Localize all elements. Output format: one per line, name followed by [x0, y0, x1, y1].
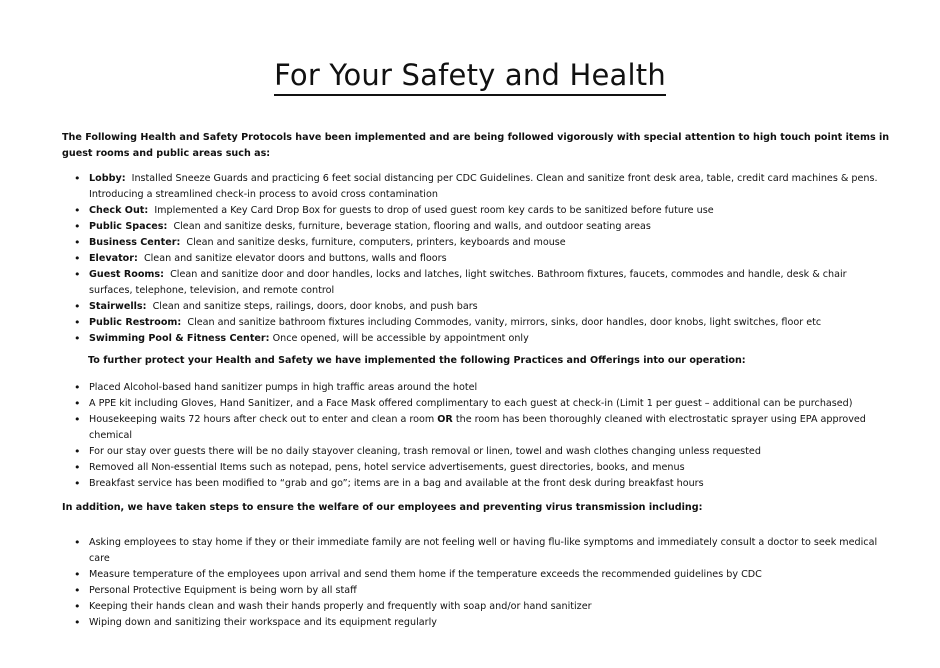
item-text: For our stay over guests there will be no daily stayover cleaning, trash removal or linen, towel and wash clothes changing unless requested	[89, 446, 761, 457]
list-item: • Personal Protective Equipment is being worn by all staff	[74, 583, 884, 599]
list-item-public-spaces	[74, 219, 884, 235]
item-text: the room has been thoroughly cleaned with electrostatic sprayer using EPA approved chemical	[89, 414, 866, 441]
item-text: A PPE kit including Gloves, Hand Sanitizer, and a Face Mask offered complimentary to each guest at check-in (Limit 1 per guest – additional can be purchased)	[89, 398, 853, 409]
item-text: Implemented a Key Card Drop Box for guests to drop of used guest room key cards to be sanitized before future use	[154, 205, 714, 216]
list-item: • Wiping down and sanitizing their workspace and its equipment regularly	[74, 615, 884, 631]
item-text: Clean and sanitize desks, furniture, computers, printers, keyboards and mouse	[186, 237, 566, 248]
item-label: Elevator:	[89, 253, 138, 264]
list-item-lobby	[74, 171, 884, 203]
item-text: Placed Alcohol-based hand sanitizer pumps in high traffic areas around the hotel	[89, 382, 478, 393]
employees-list	[74, 535, 884, 631]
item-label: Business Center:	[89, 237, 181, 248]
item-text: Removed all Non-essential Items such as notepad, pens, hotel service advertisements, guest directories, books, and menus	[89, 462, 685, 473]
page-title	[0, 58, 940, 92]
item-label: Public Spaces:	[89, 221, 168, 232]
item-text: Clean and sanitize elevator doors and buttons, walls and floors	[143, 253, 447, 264]
employees-heading: In addition, we have taken steps to ensure the welfare of our employees and preventing virus transmission including:	[62, 502, 703, 513]
item-text: Clean and sanitize steps, railings, doors, door knobs, and push bars	[152, 301, 478, 312]
item-label: Check Out:	[89, 205, 149, 216]
item-label: Lobby:	[89, 173, 126, 184]
practices-heading: To further protect your Health and Safety we have implemented the following Practices and Offerings into our operation:	[88, 355, 746, 366]
item-text: Clean and sanitize bathroom fixtures including Commodes, vanity, mirrors, sinks, door handles, door knobs, light switches, floor etc	[187, 317, 822, 328]
item-text: Clean and sanitize door and door handles, locks and latches, light switches. Bathroom fixtures, faucets, commodes and handle, desk & chair surfaces, telephone, television, and remote control	[89, 269, 847, 296]
item-label: Guest Rooms:	[89, 269, 164, 280]
item-emphasis: OR	[437, 414, 453, 425]
item-text: Breakfast service has been modified to “grab and go”; items are in a bag and available at the front desk during breakfast hours	[89, 478, 704, 489]
item-text: Housekeeping waits 72 hours after check out to enter and clean a room	[89, 414, 438, 425]
item-label: Swimming Pool & Fitness Center:	[89, 333, 270, 344]
list-item	[74, 444, 884, 460]
list-item: • Asking employees to stay home if they or their immediate family are not feeling well or having flu-like symptoms and immediately consult a doctor to seek medical care	[74, 535, 884, 567]
item-text: Once opened, will be accessible by appointment only	[272, 333, 529, 344]
list-item	[74, 396, 884, 412]
areas-list	[74, 171, 884, 347]
list-item-elevator	[74, 251, 884, 267]
list-item-check-out	[74, 203, 884, 219]
list-item-public-restroom	[74, 315, 884, 331]
item-text: Installed Sneeze Guards and practicing 6 feet social distancing per CDC Guidelines. Clean and sanitize front desk area, table, credit card machines & pens. Introducing a streamlined check-in process to avoid cross contamination	[89, 173, 878, 200]
list-item-guest-rooms	[74, 267, 884, 299]
list-item	[74, 412, 884, 444]
list-item-stairwells	[74, 299, 884, 315]
list-item-pool-fitness	[74, 331, 884, 347]
item-label: Public Restroom:	[89, 317, 182, 328]
list-item: • Keeping their hands clean and wash their hands properly and frequently with soap and/or hand sanitizer	[74, 599, 884, 615]
practices-list	[74, 380, 884, 492]
list-item-business-center	[74, 235, 884, 251]
list-item	[74, 460, 884, 476]
list-item	[74, 476, 884, 492]
item-label: Stairwells:	[89, 301, 147, 312]
item-text: Clean and sanitize desks, furniture, beverage station, flooring and walls, and outdoor seating areas	[173, 221, 651, 232]
page-title-text: For Your Safety and Health	[274, 58, 666, 96]
list-item	[74, 380, 884, 396]
intro-paragraph: The Following Health and Safety Protocols have been implemented and are being followed vigorously with special attention to high touch point items in guest rooms and public areas such as:	[62, 132, 890, 159]
list-item: • Measure temperature of the employees upon arrival and send them home if the temperature exceeds the recommended guidelines by CDC	[74, 567, 884, 583]
